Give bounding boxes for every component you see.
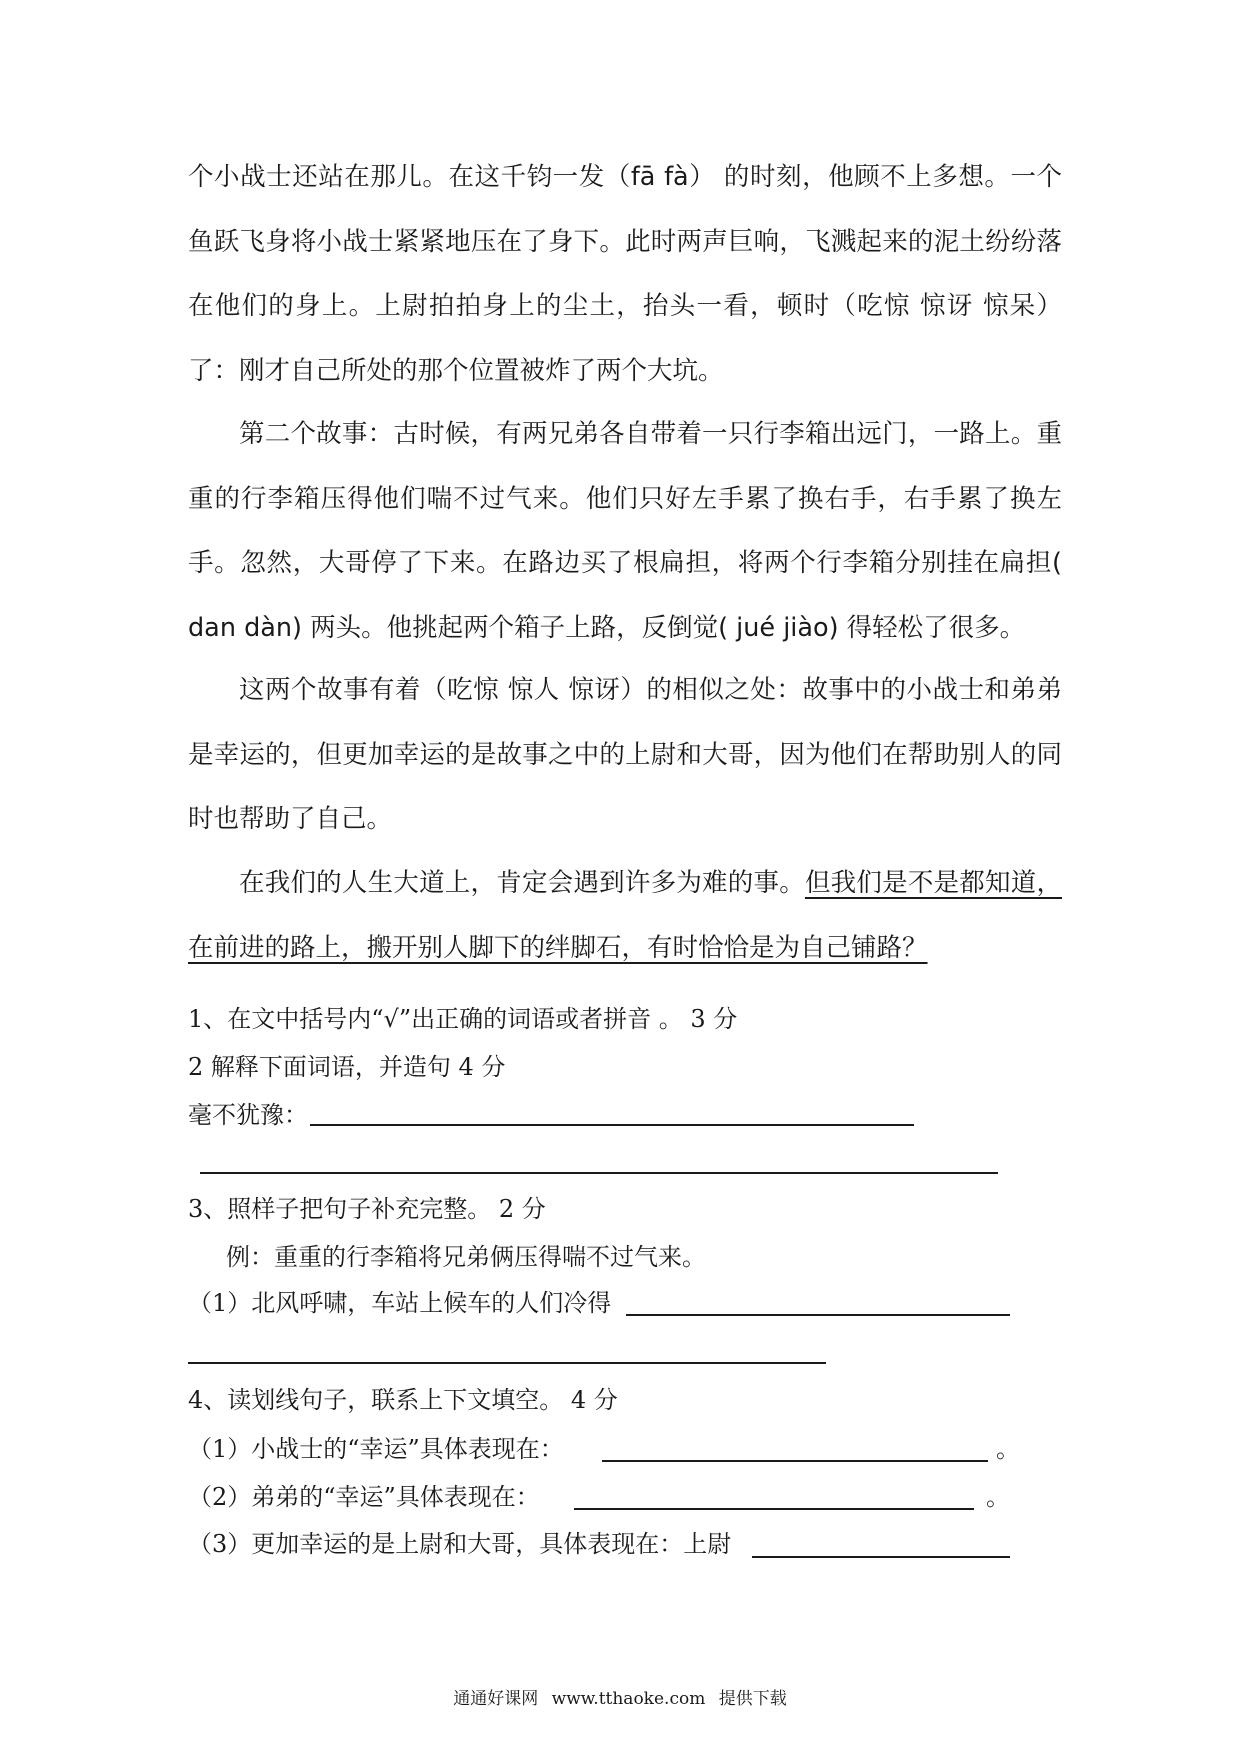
question-1: 1、在文中括号内“√”出正确的词语或者拼音 。 3 分 (188, 1005, 738, 1033)
answer-line-q3-item-1-continued[interactable] (188, 1362, 826, 1364)
answer-line-q2-meaning[interactable] (310, 1124, 914, 1126)
answer-line-q2-sentence[interactable] (200, 1172, 998, 1174)
answer-line-q4-item-1[interactable] (602, 1460, 988, 1462)
underlined-sentence: 但我们是不是都知道，在前进的路上，搬开别人脚下的绊脚石，有时恰恰是为自己铺路？ (188, 868, 1062, 963)
answer-line-q3-item-1[interactable] (626, 1314, 1010, 1316)
passage-text: 在我们的人生大道上，肯定会遇到许多为难的事。 (239, 868, 805, 898)
passage-paragraph-3: 这两个故事有着（吃惊 惊人 惊讶）的相似之处：故事中的小战士和弟弟是幸运的，但更加幸运的是故事之中的上尉和大哥，因为他们在帮助别人的同时也帮助了自己。 (188, 675, 1062, 834)
footer-tagline: 提供下载 (718, 1689, 787, 1709)
question-3: 3、照样子把句子补充完整。 2 分 (188, 1195, 546, 1223)
question-4-item-3: （3）更加幸运的是上尉和大哥，具体表现在：上尉 (188, 1530, 732, 1558)
question-4-item-1-period: 。 (996, 1435, 1020, 1463)
footer-site-name: 通通好课网 (453, 1689, 539, 1709)
answer-line-q4-item-3[interactable] (752, 1556, 1010, 1558)
passage-paragraph-4 (188, 851, 1062, 980)
page-footer (0, 1684, 1240, 1709)
passage-paragraph-1: 个小战士还站在那儿。在这千钧一发（fā fà） 的时刻，他顾不上多想。一个鱼跃飞身将小战士紧紧地压在了身下。此时两声巨响，飞溅起来的泥土纷纷落在他们的身上。上尉拍拍身上的尘土，抬头一看，顿时（吃惊 惊讶 惊呆）了：刚才自己所处的那个位置被炸了两个大坑。 (188, 162, 1062, 386)
question-4-item-1: （1）小战士的“幸运”具体表现在： (188, 1435, 564, 1463)
question-2-term: 毫不犹豫： (188, 1101, 308, 1129)
question-4-item-2-period: 。 (986, 1483, 1010, 1511)
question-4-item-2: （2）弟弟的“幸运”具体表现在： (188, 1483, 540, 1511)
question-3-example: 例：重重的行李箱将兄弟俩压得喘不过气来。 (226, 1243, 706, 1271)
question-4: 4、读划线句子，联系上下文填空。 4 分 (188, 1386, 618, 1414)
question-2: 2 解释下面词语，并造句 4 分 (188, 1053, 506, 1081)
question-3-item-1: （1）北风呼啸，车站上候车的人们冷得 (188, 1289, 612, 1317)
footer-url[interactable]: www.tthaoke.com (551, 1689, 706, 1709)
answer-line-q4-item-2[interactable] (574, 1508, 974, 1510)
passage-paragraph-2: 第二个故事：古时候，有两兄弟各自带着一只行李箱出远门，一路上。重重的行李箱压得他们喘不过气来。他们只好左手累了换右手，右手累了换左手。忽然，大哥停了下来。在路边买了根扁担，将两个行李箱分别挂在扁担( dan dàn) 两头。他挑起两个箱子上路，反倒觉( jué jiào) 得轻松了很多。 (188, 419, 1062, 643)
